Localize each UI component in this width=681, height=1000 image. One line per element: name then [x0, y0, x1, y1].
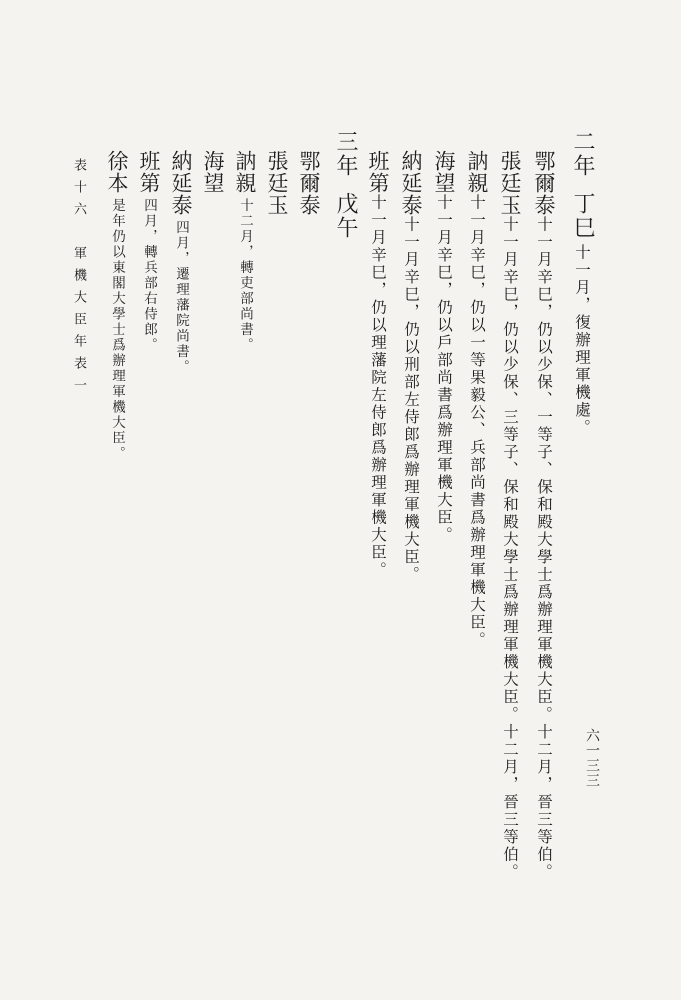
official-record: 十一月辛巳，仍以一等果毅公、兵部尚書爲辦理軍機大臣。	[468, 194, 486, 649]
official-record: 是年仍以東閣大學士爲辦理軍機大臣。	[109, 198, 125, 462]
year-2-entry	[433, 150, 454, 544]
official-name: 訥親	[233, 150, 257, 194]
year-2-entry	[400, 150, 421, 584]
year-3-entry	[234, 150, 255, 353]
official-record: 十一月辛巳，仍以戶部尚書爲辦理軍機大臣。	[435, 194, 453, 544]
year-2-entry	[499, 150, 520, 881]
year-3-entry	[298, 150, 319, 216]
official-name: 納延泰	[399, 150, 423, 216]
official-name: 張廷玉	[265, 150, 289, 216]
year-3-entry	[266, 150, 287, 216]
official-record: 十一月辛巳，仍以少保、一等子、保和殿大學士爲辦理軍機大臣。十二月，晉三等伯。	[535, 216, 553, 881]
official-name: 鄂爾泰	[532, 150, 556, 216]
official-record: 十一月辛巳，仍以理藩院左侍郎爲辦理軍機大臣。	[369, 194, 387, 579]
year-2-note: 十一月，復辦理軍機處。	[573, 244, 591, 437]
official-name: 海望	[201, 150, 225, 194]
year-3-entry	[138, 150, 159, 353]
official-record: 十一月辛巳，仍以刑部左侍郎爲辦理軍機大臣。	[402, 216, 420, 584]
year-2-ganzhi: 丁巳	[570, 192, 595, 240]
official-name: 訥親	[465, 150, 489, 194]
official-record: 四月，遷理藩院尚書。	[173, 220, 189, 375]
year-2-entry	[466, 150, 487, 649]
official-name: 納延泰	[169, 150, 193, 216]
official-record: 十一月辛巳，仍以少保、三等子、保和殿大學士爲辦理軍機大臣。十二月，晉三等伯。	[501, 216, 519, 881]
official-name: 海望	[432, 150, 456, 194]
year-2-label: 二年	[570, 130, 595, 178]
official-record: 十二月，轉吏部尚書。	[237, 198, 253, 353]
official-name: 徐本	[105, 150, 129, 194]
page-number: 六一三三	[584, 728, 600, 788]
year-3-entry	[202, 150, 223, 194]
year-3-heading	[334, 130, 356, 240]
year-3-entry	[170, 150, 191, 375]
official-name: 鄂爾泰	[297, 150, 321, 216]
official-name: 班第	[366, 150, 390, 194]
running-title: 表十六 軍機大臣年表一	[71, 158, 86, 400]
year-3-ganzhi: 戊午	[333, 192, 358, 240]
year-2-entry	[367, 150, 388, 579]
official-record: 四月，轉兵部右侍郎。	[141, 198, 157, 353]
year-3-label: 三年	[333, 130, 358, 178]
official-name: 班第	[137, 150, 161, 194]
year-3-entry	[106, 150, 127, 462]
official-name: 張廷玉	[498, 150, 522, 216]
year-2-entry	[533, 150, 554, 881]
year-2-heading	[571, 130, 593, 437]
